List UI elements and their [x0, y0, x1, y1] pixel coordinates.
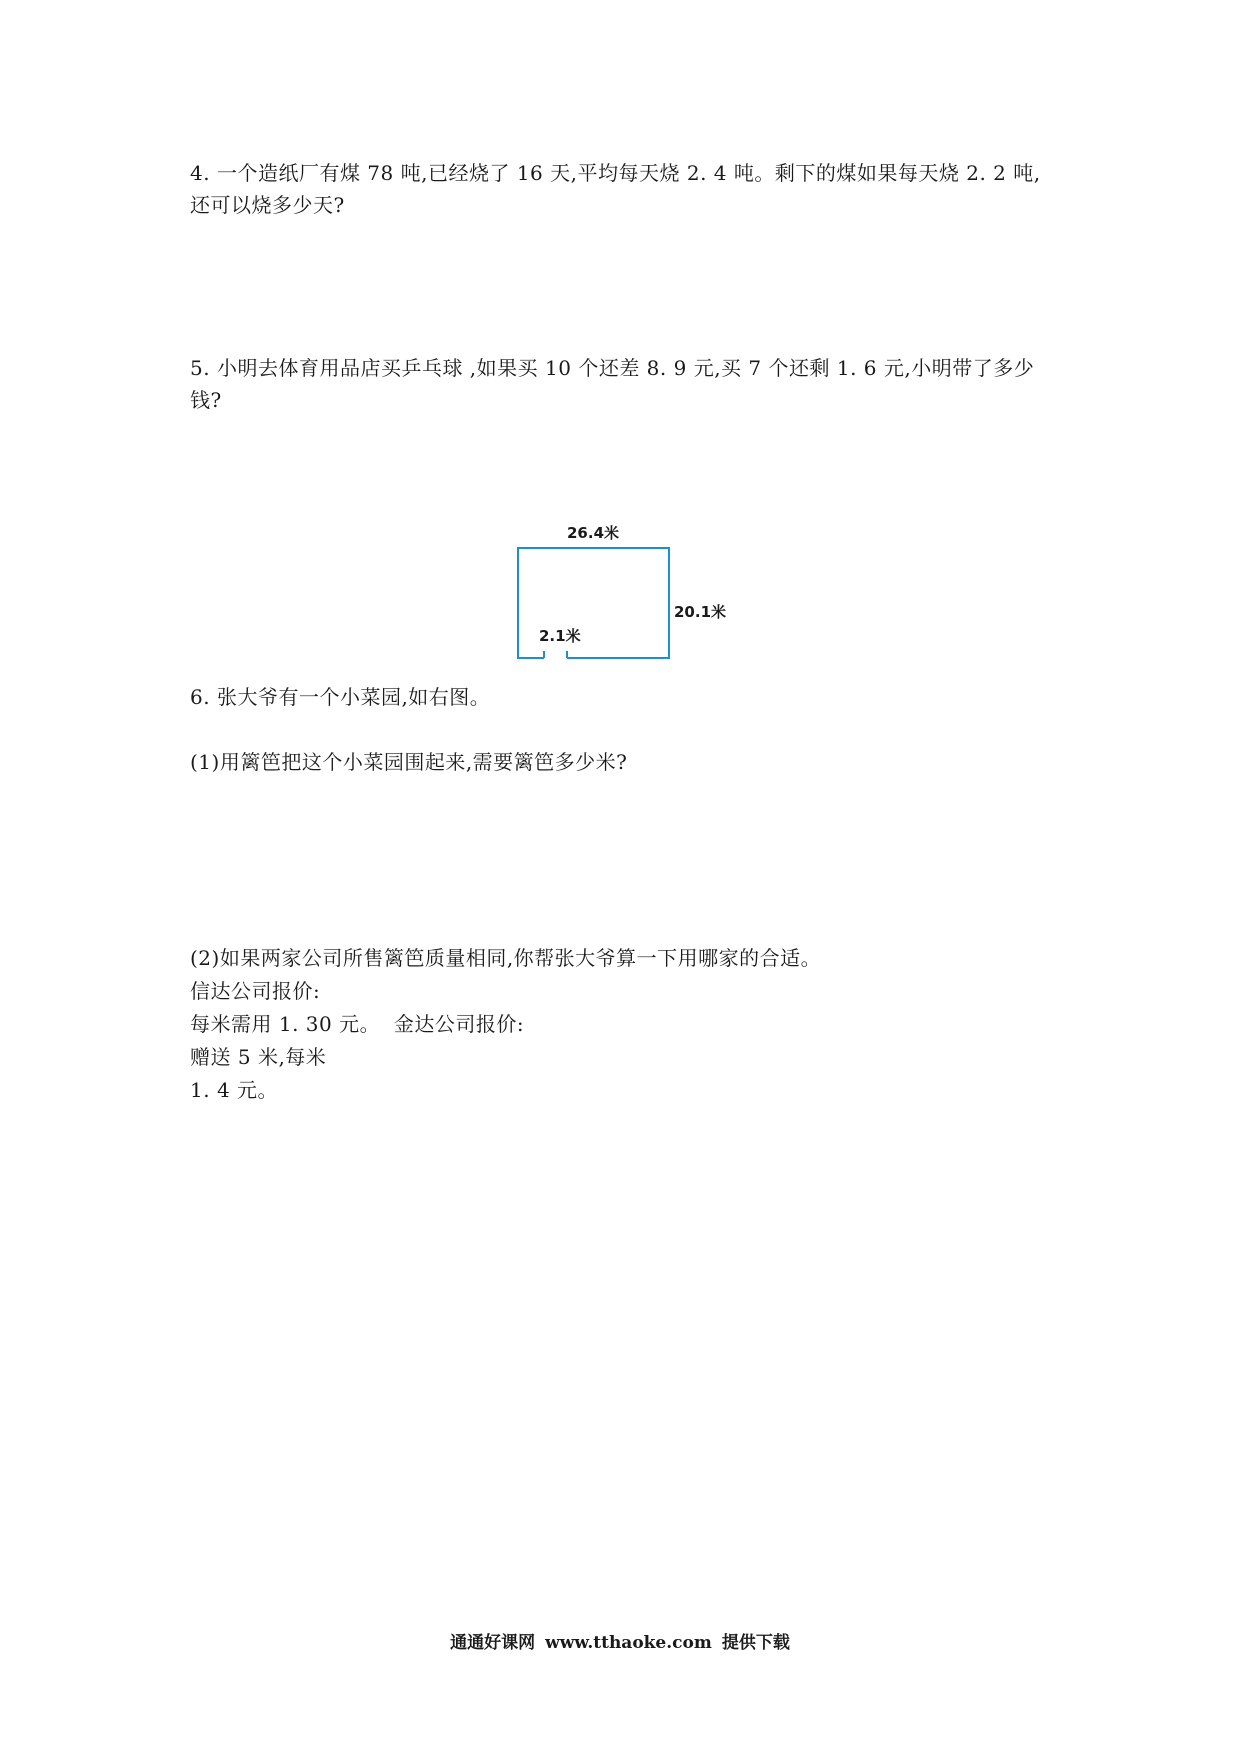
garden-outline	[500, 515, 740, 675]
page-footer	[0, 1632, 1240, 1654]
footer-suffix: 提供下载	[721, 1633, 790, 1653]
garden-diagram	[500, 515, 740, 675]
footer-url[interactable]: www.tthaoke.com	[545, 1633, 712, 1653]
q4-line-2: 还可以烧多少天?	[190, 193, 345, 217]
footer-site-name: 通通好课网	[450, 1633, 536, 1653]
q6-part-2: (2)如果两家公司所售篱笆质量相同,你帮张大爷算一下用哪家的合适。	[190, 946, 822, 970]
q4-line-1: 4. 一个造纸厂有煤 78 吨,已经烧了 16 天,平均每天烧 2. 4 吨。剩下的煤如果每天烧 2. 2 吨,	[190, 161, 1041, 185]
q5-line-2: 钱?	[190, 388, 222, 412]
q6-part-1: (1)用篱笆把这个小菜园围起来,需要篱笆多少米?	[190, 750, 628, 774]
top-side-label: 26.4米	[567, 524, 620, 542]
quote-line-3: 赠送 5 米,每米	[190, 1045, 327, 1069]
quote-line-2: 每米需用 1. 30 元。 金达公司报价:	[190, 1012, 525, 1036]
right-side-label: 20.1米	[674, 603, 727, 621]
gap-label: 2.1米	[539, 627, 581, 645]
quote-line-1: 信达公司报价:	[190, 979, 321, 1003]
quote-line-4: 1. 4 元。	[190, 1078, 279, 1102]
q6-intro: 6. 张大爷有一个小菜园,如右图。	[190, 685, 491, 709]
q5-line-1: 5. 小明去体育用品店买乒乓球 ,如果买 10 个还差 8. 9 元,买 7 个还剩 1. 6 元,小明带了多少	[190, 356, 1035, 380]
